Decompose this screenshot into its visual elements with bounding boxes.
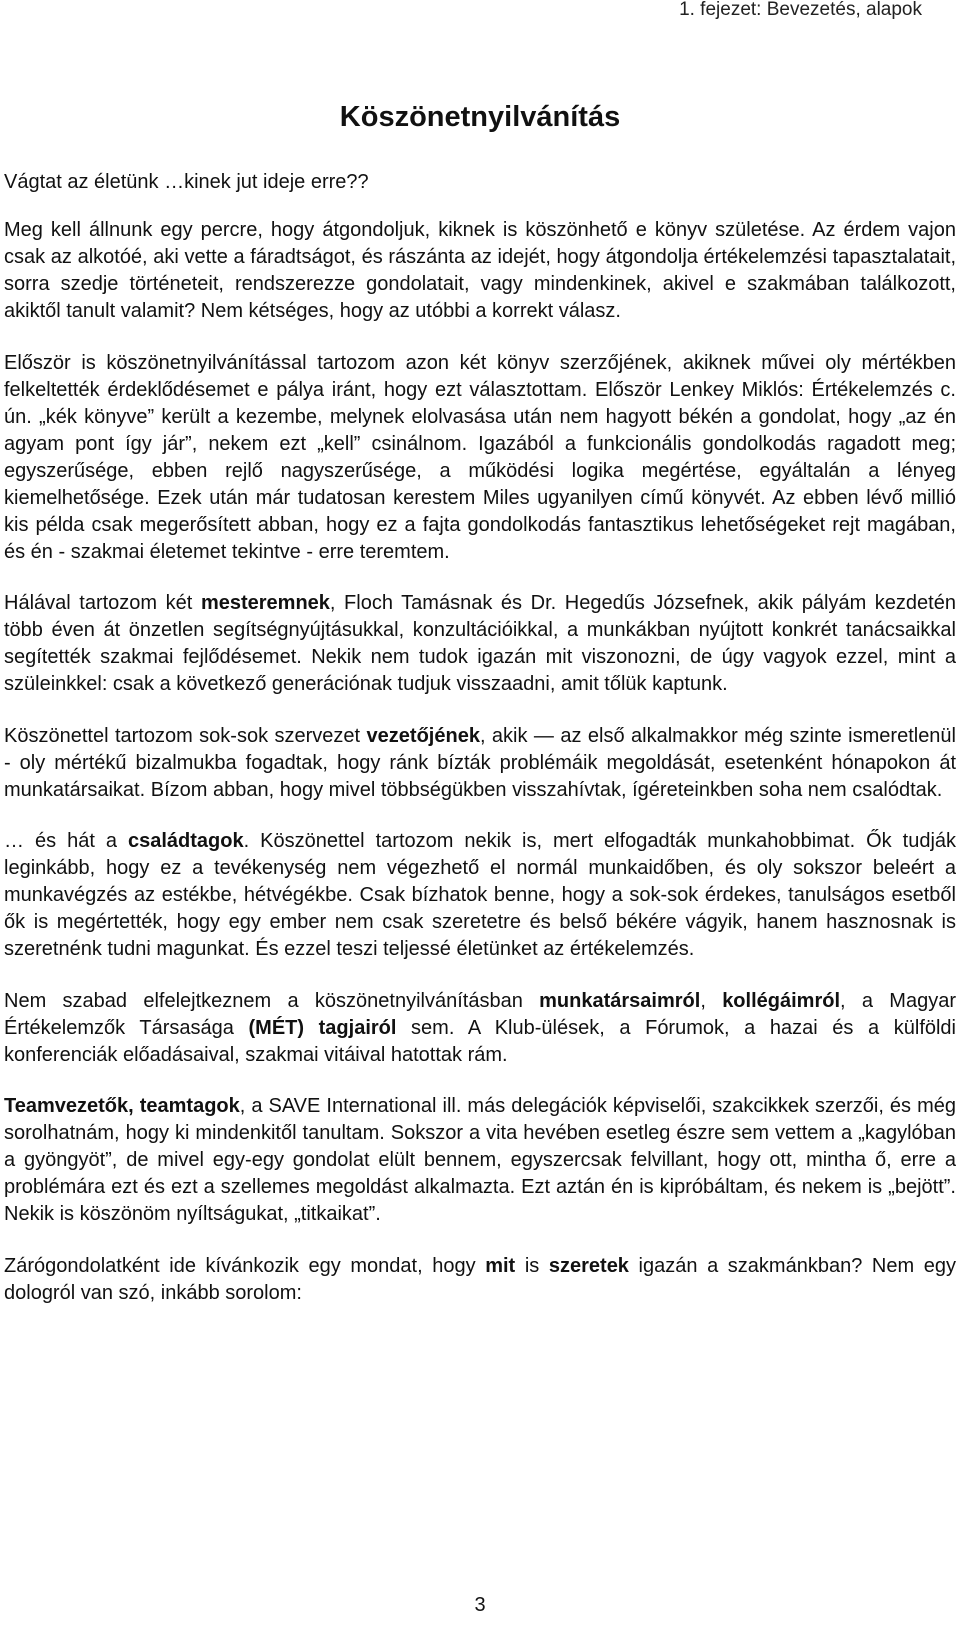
paragraph-text: , Floch Tamásnak és Dr. Hegedűs Józsefnek, akik pályám kezdetén több éven át önzetlen segítségnyújtásukkal, konzultációikkal, a munkákban nyújtott konkrét tanácsaikkal segítették szakmai fejlődésemet. Nekik nem tudok igazán mit viszonozni, de úgy vagyok ezzel, mint a szüleinkkel: csak a következő generációnak tudjuk visszaadni, amit tőlük kaptunk. (4, 592, 956, 695)
emphasis-text: mesteremnek (200, 592, 330, 614)
paragraph (4, 590, 956, 698)
paragraph-text: Köszönettel tartozom sok-sok szervezet (4, 724, 367, 747)
paragraph-text: … és hát a (4, 830, 128, 852)
paragraph-text: Meg kell állnunk egy percre, hogy átgondoljuk, kiknek is köszönhető e könyv születése. Az érdem vajon csak az alkotóé, aki vette a fáradtságot, és rászánta az idejét, hogy átgondolja értékelemzési tapasztalatait, sorra szedje történeteit, rendszerezze gondolatait, vagy mindenkinek, akivel e szakmában találkozott, akiktől tanult valamit? Nem kétséges, hogy az utóbbi a korrekt válasz. (4, 219, 956, 322)
paragraph-text: igazán a szakmánkban? Nem egy dologról van szó, inkább sorolom: (4, 1254, 956, 1304)
running-head: 1. fejezet: Bevezetés, alapok (679, 0, 922, 20)
paragraph-text: Nem szabad elfelejtkeznem a köszönetnyilvánításban (4, 989, 540, 1012)
emphasis-text: Teamvezetők, teamtagok (4, 1095, 240, 1117)
paragraph (4, 723, 956, 804)
paragraph-text: , a SAVE International ill. más delegációk képviselői, szakcikkek szerzői, és még sorolhatnám, hogy ki mindenkitől tanultam. Sokszor a vita hevében esetleg észre sem vettem a „kagylóban a gyöngyöt”, de mivel egy-egy gondolat elült bennem, egyszercsak felvillant, hogy ott, mintha ő, erre a problémára ezt és ezt a szellemes megoldást alkalmazta. Ezt aztán én is kipróbáltam, és nekem is „bejött”. Nekik is köszönöm nyíltságukat, „titkaikat”. (4, 1095, 956, 1225)
emphasis-text: (MÉT) tagjairól (248, 1016, 397, 1039)
paragraph (4, 217, 956, 325)
paragraph (4, 988, 956, 1069)
paragraph-text: , (700, 989, 723, 1012)
emphasis-text: családtagok (127, 830, 244, 852)
paragraph-text: , a Magyar Értékelemzők Társasága (4, 989, 956, 1039)
emphasis-text: szeretek (548, 1254, 629, 1277)
emphasis-text: mit (485, 1254, 516, 1277)
paragraph (4, 1093, 956, 1228)
page-number: 3 (474, 1594, 486, 1616)
emphasis-text: vezetőjének (366, 724, 480, 747)
paragraph-text: Hálával tartozom két (4, 592, 201, 614)
paragraph-text: , akik — az első alkalmakkor még szinte ismeretlenül - oly mértékű bizalmukba fogadtak, hogy ránk bízták problémáik megoldását, esetenként hónapokon át munkatársaikat. Bízom abban, hogy mivel többségükben visszahívtak, ígéreteinkben soha nem csalódtak. (4, 724, 956, 801)
paragraph-text: sem. A Klub-ülések, a Fórumok, a hazai és a külföldi konferenciák előadásaival, szakmai vitáival hatottak rám. (4, 1016, 957, 1066)
paragraph-text: . Köszönettel tartozom nekik is, mert elfogadták munkahobbimat. Ők tudják leginkább, hogy ez a tevékenység nem végezhető el normál munkaidőben, és oly sokszor beleért a munkavégzés az estékbe, hétvégékbe. Csak bízhatok benne, hogy a sok-sok érdekes, tanulságos esetből ők is megértették, hogy egy ember nem csak szeretetre és belső békére vágyik, hanem hasznosnak is szeretnénk tudni magunkat. És ezzel teszi teljessé életünket az értékelemzés. (4, 830, 957, 960)
paragraph-text: is (515, 1254, 549, 1277)
paragraph-text: Először is köszönetnyilvánítással tartozom azon két könyv szerzőjének, akiknek művei oly mértékben felkeltették érdeklődésemet e pálya iránt, hogy ezt választottam. Először Lenkey Miklós: Értékelemzés c. ún. „kék könyve” került a kezembe, melynek elolvasása után nem hagyott békén a gondolat, hogy „az én agyam pont így jár”, nekem ezt „kell” csinálnom. Igazából a funkcionális gondolkodás ragadott meg; egyszerűsége, ebben rejlő nagyszerűsége, a működési logika megértése, egyáltalán a lényeg kiemelhetősége. Ezek után már tudatosan kerestem Miles ugyanilyen című könyvét. Az ebben lévő millió kis példa csak megerősített abban, hogy ez a fajta gondolkodás fantasztikus lehetőségeket rejt magában, és én - szakmai életemet tekintve - erre teremtem. (4, 351, 956, 563)
emphasis-text: kollégáimról (722, 989, 840, 1012)
paragraph (4, 350, 956, 566)
subtitle: Vágtat az életünk …kinek jut ideje erre?? (4, 171, 369, 193)
emphasis-text: munkatársaimról (539, 989, 701, 1012)
paragraph-text: Zárógondolatként ide kívánkozik egy mondat, hogy (4, 1254, 486, 1277)
page-title: Köszönetnyilvánítás (339, 101, 621, 133)
body-text (4, 217, 956, 1331)
paragraph (4, 1253, 956, 1307)
paragraph (4, 828, 956, 963)
